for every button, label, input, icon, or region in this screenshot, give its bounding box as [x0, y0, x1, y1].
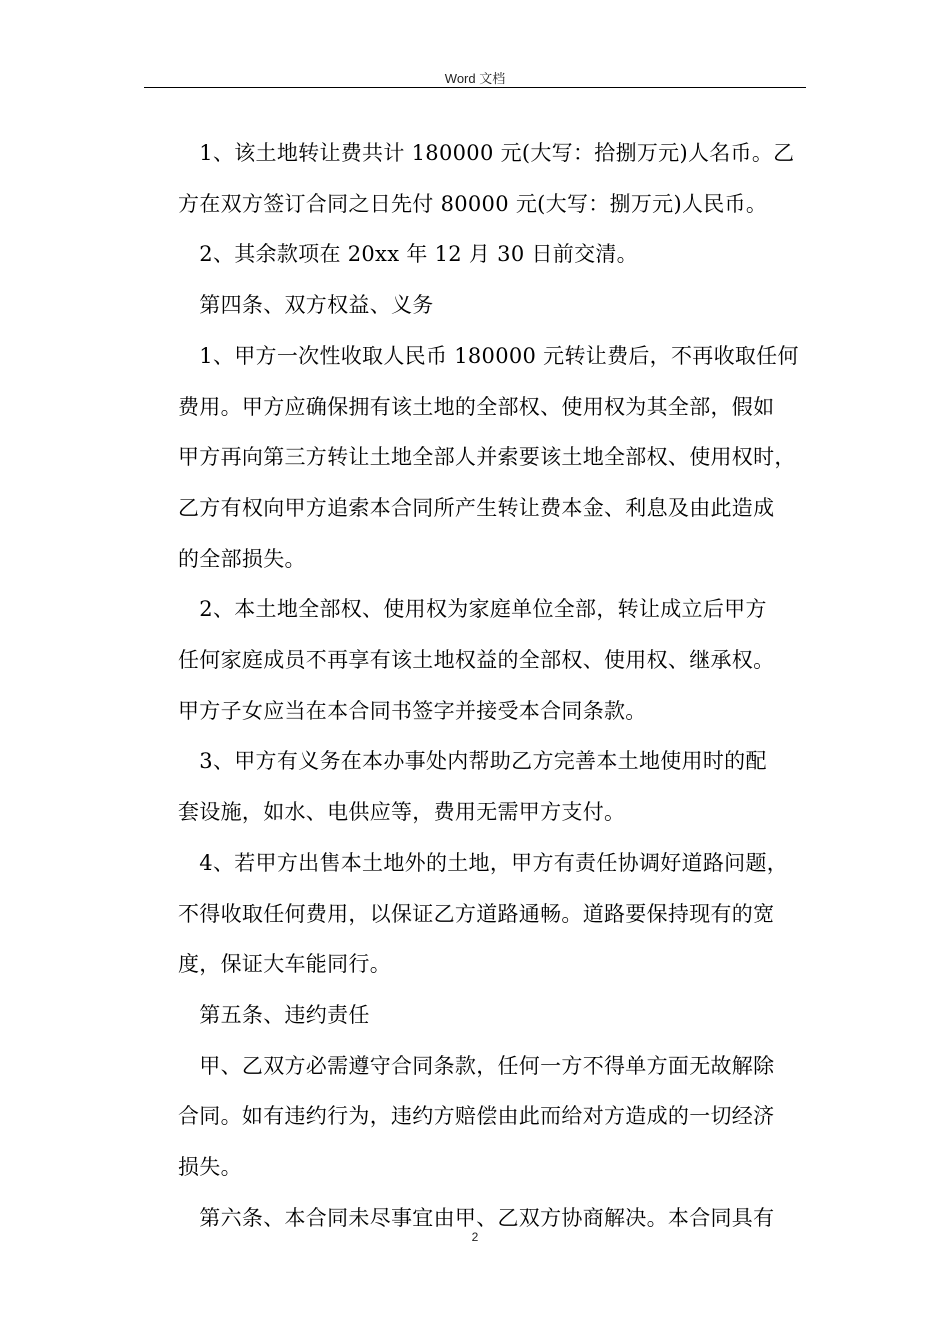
text-line: 2、其余款项在 20xx 年 12 月 30 日前交清。	[178, 242, 638, 267]
text-line: 4、若甲方出售本土地外的土地，甲方有责任协调好道路问题，	[178, 850, 789, 875]
text-line: 1、该土地转让费共计 180000 元(大写：拾捌万元)人名币。乙	[178, 141, 795, 165]
text-line: 损失。	[178, 1155, 242, 1180]
section-heading: 第四条、双方权益、义务	[178, 293, 434, 318]
text-line: 费用。甲方应确保拥有该土地的全部权、使用权为其全部，假如	[178, 394, 775, 419]
document-body	[178, 128, 818, 1243]
text-line: 不得收取任何费用，以保证乙方道路通畅。道路要保持现有的宽	[178, 901, 775, 926]
text-line: 甲方再向第三方转让土地全部人并索要该土地全部权、使用权时，	[178, 445, 796, 470]
text-line: 套设施，如水、电供应等，费用无需甲方支付。	[178, 800, 626, 825]
text-line: 甲、乙双方必需遵守合同条款，任何一方不得单方面无故解除	[178, 1053, 775, 1078]
text-line: 合同。如有违约行为，违约方赔偿由此而给对方造成的一切经济	[178, 1104, 775, 1129]
text-line: 2、本土地全部权、使用权为家庭单位全部，转让成立后甲方	[178, 597, 767, 622]
text-line: 度，保证大车能同行。	[178, 952, 391, 977]
text-line: 甲方子女应当在本合同书签字并接受本合同条款。	[178, 698, 647, 723]
document-header-title: Word 文档	[444, 71, 506, 86]
header-divider	[144, 87, 806, 88]
text-line: 的全部损失。	[178, 546, 306, 571]
text-line: 第六条、本合同未尽事宜由甲、乙双方协商解决。本合同具有	[178, 1205, 775, 1230]
text-line: 3、甲方有义务在本办事处内帮助乙方完善本土地使用时的配	[178, 749, 767, 774]
text-line: 任何家庭成员不再享有该土地权益的全部权、使用权、继承权。	[178, 648, 775, 673]
text-line: 方在双方签订合同之日先付 80000 元(大写：捌万元)人民币。	[178, 191, 768, 216]
text-line: 乙方有权向甲方追索本合同所产生转让费本金、利息及由此造成	[178, 495, 775, 520]
section-heading: 第五条、违约责任	[178, 1002, 370, 1027]
page-number: 2	[471, 1230, 479, 1244]
text-line: 1、甲方一次性收取人民币 180000 元转让费后，不再收取任何	[178, 343, 799, 368]
